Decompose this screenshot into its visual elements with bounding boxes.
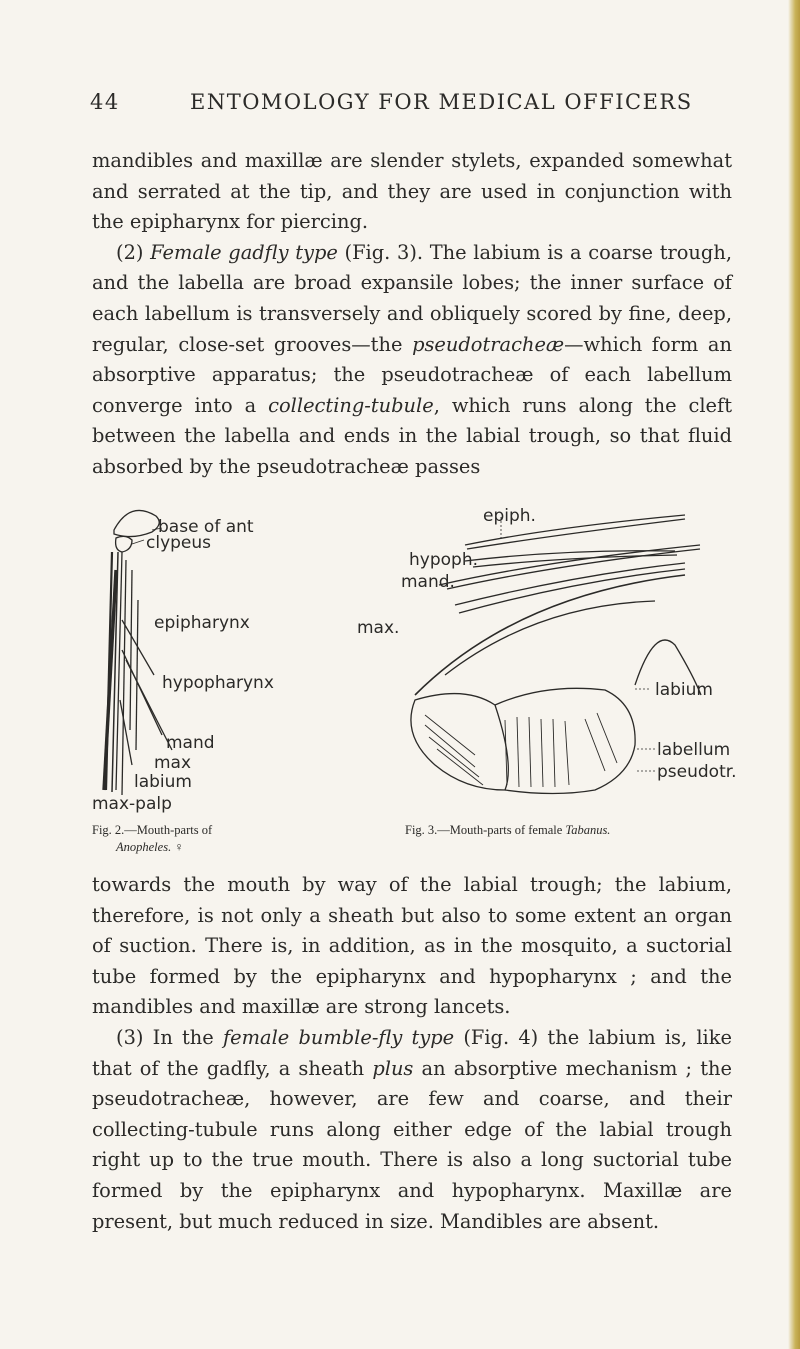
label-mand-3: mand.: [401, 572, 455, 592]
paragraph-3: towards the mouth by way of the labial trough; the labium, therefore, is not only a sheath but also to some extent an organ of suction. There is, in addition, as in the mosquito, a suctorial tube formed by the epipharynx and hypopharynx ; and the mandibles and maxillæ are strong lancets.: [92, 873, 732, 1019]
label-epipharynx: epipharynx: [154, 613, 250, 633]
term-pseudotracheae: pseudotracheæ: [412, 332, 565, 356]
figure-3-drawing: [355, 505, 737, 815]
label-epiph: epiph.: [483, 506, 536, 526]
label-labium-3: labium: [655, 680, 713, 700]
label-labellum: labellum: [657, 740, 731, 760]
label-pseudotr: pseudotr.: [657, 762, 737, 782]
paragraph-1: mandibles and maxillæ are slender stylets, expanded somewhat and serrated at the tip, and they are used in conjunction with the epipharynx for piercing.: [92, 149, 732, 234]
label-max: max: [154, 753, 192, 773]
figure-2-drawing: [92, 500, 312, 820]
paragraph-2: (2) Female gadfly type (Fig. 3). The labium is a coarse trough, and the labella are broad expansile lobes; the inner surface of each labellum is transversely and obliquely scored by fine, deep, regular, close-set grooves—the pseudotracheæ—which form an absorptive apparatus; the pseudotracheæ of each labellum converge into a collecting-tubule, which runs along the cleft between the labella and ends in the labial trough, so that fluid absorbed by the pseudotracheæ passes: [92, 240, 732, 478]
word-plus: plus: [372, 1056, 414, 1080]
text-block-bottom: [92, 870, 732, 1237]
label-hypopharynx: hypopharynx: [162, 673, 274, 693]
label-labium: labium: [134, 772, 192, 792]
label-max-3: max.: [357, 618, 400, 638]
text-block-top: [92, 146, 732, 483]
figure-2-caption: Fig. 2.—Mouth-parts of Anopheles. ♀: [92, 823, 213, 854]
label-hypoph: hypoph.: [409, 550, 478, 570]
label-mand: mand: [166, 733, 215, 753]
paragraph-4: (3) In the female bumble-fly type (Fig. 4) the labium is, like that of the gadfly, a sheath plus an absorptive mechanism ; the pseudotracheæ, however, are few and coarse, and their collecting-tubule runs along either edge of the labial trough right up to the true mouth. There is also a long suctorial tube formed by the epipharynx and hypopharynx. Maxillæ are present, but much reduced in size. Mandibles are absent.: [92, 1025, 732, 1233]
figure-3-caption: Fig. 3.—Mouth-parts of female Tabanus.: [405, 823, 611, 837]
term-collecting-tubule: collecting-tubule: [268, 393, 434, 417]
running-title: ENTOMOLOGY FOR MEDICAL OFFICERS: [190, 90, 693, 114]
figure-2-anopheles: [92, 500, 312, 820]
label-base-of-ant: base of ant: [158, 517, 254, 537]
label-clypeus: clypeus: [146, 533, 212, 553]
type-name: Female gadfly type: [150, 240, 338, 264]
type-name-bumble-fly: female bumble-fly type: [222, 1025, 455, 1049]
page-number: 44: [90, 90, 120, 114]
figure-3-tabanus: [355, 505, 737, 815]
running-header: [90, 90, 730, 124]
page-edge: [788, 0, 800, 1349]
label-max-palp: max-palp: [92, 794, 172, 814]
